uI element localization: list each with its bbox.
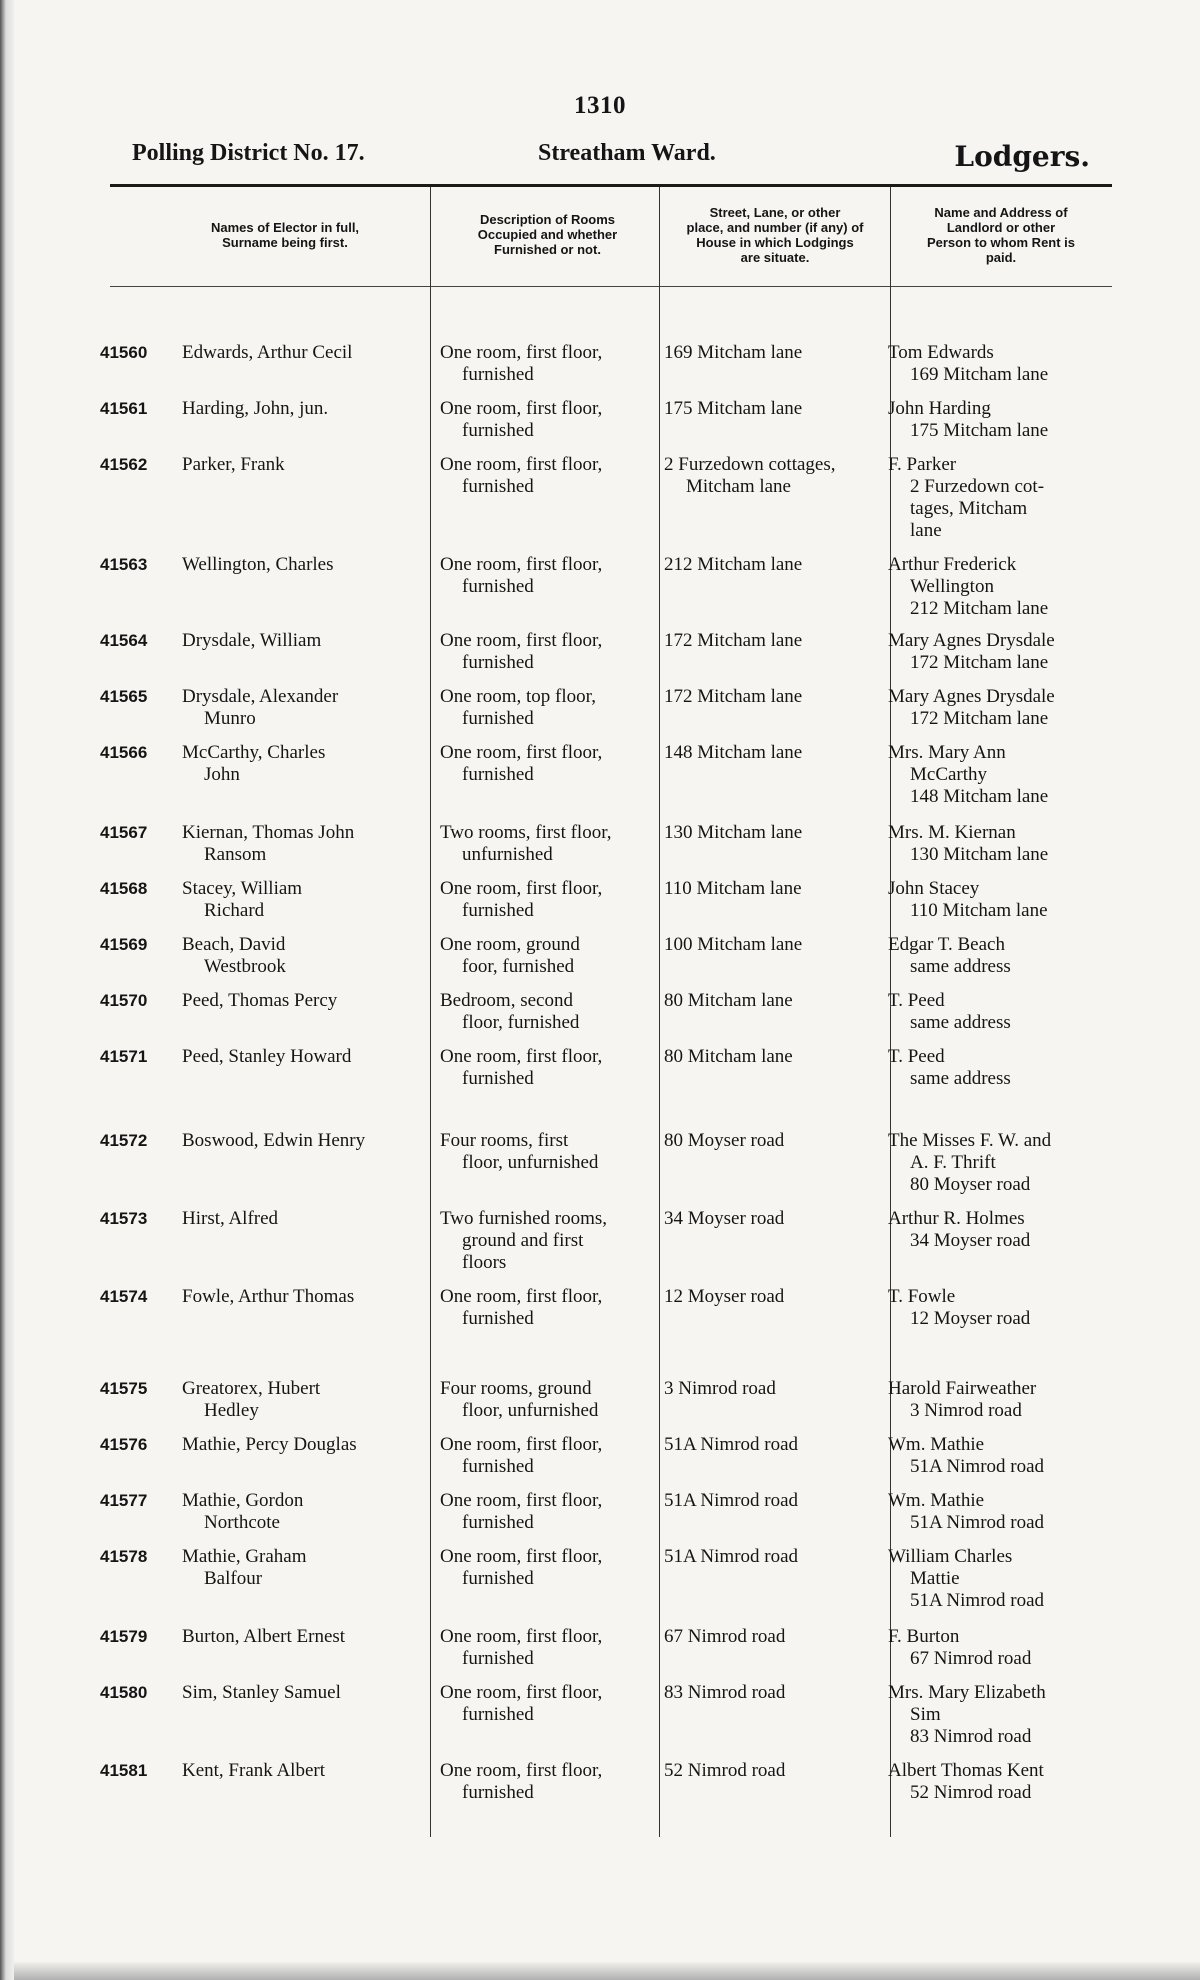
elector-name-line: Mathie, Gordon xyxy=(182,1490,304,1511)
room-description-line: One room, first floor, xyxy=(440,742,603,763)
landlord-details xyxy=(888,630,1113,674)
landlord-details-line: 51A Nimrod road xyxy=(910,1456,1045,1477)
elector-number: 41575 xyxy=(100,1379,148,1398)
column-header-line: Person to whom Rent is xyxy=(926,235,1076,250)
room-description-line: furnished xyxy=(462,1308,534,1329)
column-header-name xyxy=(150,220,420,250)
elector-number: 41562 xyxy=(100,455,148,474)
landlord-details xyxy=(888,1378,1113,1422)
room-description xyxy=(440,454,644,498)
elector-number: 41581 xyxy=(100,1761,148,1780)
elector-name xyxy=(182,1682,432,1704)
room-description-line: Two rooms, first floor, xyxy=(440,822,612,843)
room-description xyxy=(440,1378,644,1422)
landlord-details-line: 148 Mitcham lane xyxy=(910,786,1049,807)
room-description-line: furnished xyxy=(462,1782,534,1803)
room-description xyxy=(440,1682,644,1726)
page-bottom-edge xyxy=(14,1962,1200,1980)
lodging-address-line: 80 Moyser road xyxy=(664,1130,785,1151)
landlord-details xyxy=(888,1760,1113,1804)
elector-name-line: Drysdale, Alexander xyxy=(182,686,339,707)
lodging-address-line: 3 Nimrod road xyxy=(664,1378,776,1399)
column-header-line: House in which Lodgings xyxy=(696,235,854,250)
lodging-address xyxy=(664,1208,884,1230)
landlord-details-line: Harold Fairweather xyxy=(888,1378,1037,1399)
elector-name xyxy=(182,742,432,786)
elector-name xyxy=(182,630,432,652)
landlord-details-line: 67 Nimrod road xyxy=(910,1648,1032,1669)
lodging-address-line: 148 Mitcham lane xyxy=(664,742,803,763)
landlord-details-line: 12 Moyser road xyxy=(910,1308,1031,1329)
elector-name-line: Boswood, Edwin Henry xyxy=(182,1130,366,1151)
lodging-address xyxy=(664,398,884,420)
landlord-details-line: Mrs. Mary Elizabeth xyxy=(888,1682,1046,1703)
room-description-line: One room, first floor, xyxy=(440,342,603,363)
lodging-address xyxy=(664,1378,884,1400)
room-description-line: One room, first floor, xyxy=(440,878,603,899)
landlord-details-line: Mary Agnes Drysdale xyxy=(888,630,1055,651)
lodging-address-line: 110 Mitcham lane xyxy=(664,878,802,899)
room-description-line: furnished xyxy=(462,900,534,921)
landlord-details-line: 130 Mitcham lane xyxy=(910,844,1049,865)
lodging-address-line: 175 Mitcham lane xyxy=(664,398,803,419)
column-header-line: paid. xyxy=(985,250,1017,265)
landlord-details xyxy=(888,878,1113,922)
landlord-details-line: 3 Nimrod road xyxy=(910,1400,1022,1421)
lodging-address xyxy=(664,878,884,900)
column-header-description xyxy=(440,212,655,257)
landlord-details-line: same address xyxy=(910,956,1011,977)
room-description-line: furnished xyxy=(462,764,534,785)
room-description xyxy=(440,1208,644,1274)
landlord-details-line: 52 Nimrod road xyxy=(910,1782,1032,1803)
lodging-address-line: 2 Furzedown cottages, xyxy=(664,454,836,475)
column-header-rule xyxy=(110,286,1112,287)
landlord-details-line: 110 Mitcham lane xyxy=(910,900,1048,921)
room-description-line: Two furnished rooms, xyxy=(440,1208,608,1229)
elector-name-line: Westbrook xyxy=(204,956,286,977)
elector-name-line: Mathie, Graham xyxy=(182,1546,307,1567)
column-header-line: Surname being first. xyxy=(222,235,348,250)
elector-number: 41566 xyxy=(100,743,148,762)
elector-name-line: Kent, Frank Albert xyxy=(182,1760,326,1781)
landlord-details-line: 172 Mitcham lane xyxy=(910,708,1049,729)
elector-name xyxy=(182,1760,432,1782)
landlord-details-line: Sim xyxy=(910,1704,941,1725)
column-header-line: Name and Address of xyxy=(934,205,1068,220)
room-description xyxy=(440,1286,644,1330)
elector-name xyxy=(182,1378,432,1422)
lodging-address xyxy=(664,1546,884,1568)
room-description-line: furnished xyxy=(462,1068,534,1089)
lodging-address xyxy=(664,822,884,844)
lodging-address-line: Mitcham lane xyxy=(686,476,791,497)
lodging-address-line: 80 Mitcham lane xyxy=(664,1046,793,1067)
column-header-line: Landlord or other xyxy=(946,220,1056,235)
elector-number: 41564 xyxy=(100,631,148,650)
landlord-details xyxy=(888,742,1113,808)
room-description-line: One room, first floor, xyxy=(440,1682,603,1703)
room-description-line: One room, ground xyxy=(440,934,580,955)
landlord-details-line: Wellington xyxy=(910,576,994,597)
room-description-line: One room, first floor, xyxy=(440,1490,603,1511)
landlord-details xyxy=(888,822,1113,866)
ward-heading: Streatham Ward. xyxy=(538,140,716,166)
elector-name xyxy=(182,454,432,476)
elector-name-line: Ransom xyxy=(204,844,267,865)
elector-name xyxy=(182,1208,432,1230)
room-description xyxy=(440,934,644,978)
room-description-line: One room, first floor, xyxy=(440,554,603,575)
column-header-street xyxy=(664,205,886,265)
elector-name-line: Munro xyxy=(204,708,256,729)
landlord-details xyxy=(888,1682,1113,1748)
elector-name-line: Stacey, William xyxy=(182,878,303,899)
landlord-details xyxy=(888,454,1113,542)
elector-name xyxy=(182,1546,432,1590)
lodging-address-line: 212 Mitcham lane xyxy=(664,554,803,575)
room-description xyxy=(440,878,644,922)
lodging-address-line: 130 Mitcham lane xyxy=(664,822,803,843)
room-description-line: One room, first floor, xyxy=(440,1626,603,1647)
elector-name-line: Hirst, Alfred xyxy=(182,1208,279,1229)
room-description-line: Four rooms, first xyxy=(440,1130,569,1151)
lodging-address xyxy=(664,742,884,764)
room-description-line: furnished xyxy=(462,708,534,729)
lodging-address-line: 67 Nimrod road xyxy=(664,1626,786,1647)
elector-number: 41573 xyxy=(100,1209,148,1228)
room-description-line: furnished xyxy=(462,1704,534,1725)
landlord-details xyxy=(888,1286,1113,1330)
elector-name xyxy=(182,554,432,576)
room-description-line: One room, first floor, xyxy=(440,1546,603,1567)
room-description-line: One room, first floor, xyxy=(440,1760,603,1781)
room-description-line: furnished xyxy=(462,1456,534,1477)
elector-name-line: Peed, Thomas Percy xyxy=(182,990,338,1011)
landlord-details-line: 175 Mitcham lane xyxy=(910,420,1049,441)
landlord-details-line: F. Burton xyxy=(888,1626,960,1647)
room-description xyxy=(440,398,644,442)
lodging-address xyxy=(664,934,884,956)
room-description xyxy=(440,1760,644,1804)
lodging-address xyxy=(664,342,884,364)
elector-name-line: Kiernan, Thomas John xyxy=(182,822,355,843)
room-description xyxy=(440,554,644,598)
room-description xyxy=(440,1434,644,1478)
lodging-address xyxy=(664,1682,884,1704)
landlord-details-line: same address xyxy=(910,1012,1011,1033)
elector-number: 41580 xyxy=(100,1683,148,1702)
elector-name-line: Mathie, Percy Douglas xyxy=(182,1434,357,1455)
lodging-address-line: 34 Moyser road xyxy=(664,1208,785,1229)
room-description xyxy=(440,742,644,786)
header-rule xyxy=(110,184,1112,187)
lodging-address xyxy=(664,1434,884,1456)
landlord-details-line: McCarthy xyxy=(910,764,988,785)
elector-name xyxy=(182,990,432,1012)
landlord-details xyxy=(888,1046,1113,1090)
elector-name xyxy=(182,398,432,420)
elector-name-line: Greatorex, Hubert xyxy=(182,1378,321,1399)
elector-number: 41563 xyxy=(100,555,148,574)
elector-number: 41567 xyxy=(100,823,148,842)
landlord-details xyxy=(888,1208,1113,1252)
landlord-details xyxy=(888,1626,1113,1670)
room-description-line: furnished xyxy=(462,420,534,441)
landlord-details xyxy=(888,934,1113,978)
landlord-details-line: T. Peed xyxy=(888,990,945,1011)
room-description-line: furnished xyxy=(462,364,534,385)
landlord-details-line: William Charles xyxy=(888,1546,1013,1567)
room-description xyxy=(440,630,644,674)
elector-number: 41574 xyxy=(100,1287,148,1306)
page-binding-edge xyxy=(0,0,14,1980)
column-header-landlord xyxy=(894,205,1108,265)
landlord-details-line: 83 Nimrod road xyxy=(910,1726,1032,1747)
lodging-address xyxy=(664,990,884,1012)
lodging-address-line: 172 Mitcham lane xyxy=(664,686,803,707)
lodging-address xyxy=(664,1046,884,1068)
polling-district-heading: Polling District No. 17. xyxy=(132,140,365,166)
lodging-address-line: 169 Mitcham lane xyxy=(664,342,803,363)
elector-name-line: Wellington, Charles xyxy=(182,554,334,575)
elector-name-line: Parker, Frank xyxy=(182,454,285,475)
landlord-details-line: John Stacey xyxy=(888,878,980,899)
landlord-details-line: T. Peed xyxy=(888,1046,945,1067)
elector-name-line: Burton, Albert Ernest xyxy=(182,1626,346,1647)
landlord-details xyxy=(888,554,1113,620)
elector-number: 41572 xyxy=(100,1131,148,1150)
lodging-address xyxy=(664,1130,884,1152)
elector-number: 41569 xyxy=(100,935,148,954)
lodging-address xyxy=(664,554,884,576)
landlord-details-line: 34 Moyser road xyxy=(910,1230,1031,1251)
elector-name xyxy=(182,1286,432,1308)
lodging-address xyxy=(664,1760,884,1782)
lodging-address xyxy=(664,1490,884,1512)
room-description-line: floor, unfurnished xyxy=(462,1152,599,1173)
landlord-details-line: Wm. Mathie xyxy=(888,1490,985,1511)
landlord-details-line: The Misses F. W. and xyxy=(888,1130,1052,1151)
elector-name-line: Northcote xyxy=(204,1512,280,1533)
room-description-line: One room, first floor, xyxy=(440,398,603,419)
landlord-details-line: Tom Edwards xyxy=(888,342,994,363)
landlord-details-line: lane xyxy=(910,520,942,541)
elector-number: 41565 xyxy=(100,687,148,706)
room-description-line: One room, first floor, xyxy=(440,630,603,651)
room-description xyxy=(440,686,644,730)
room-description xyxy=(440,1046,644,1090)
lodging-address-line: 51A Nimrod road xyxy=(664,1490,799,1511)
landlord-details-line: Mrs. Mary Ann xyxy=(888,742,1006,763)
column-header-line: Occupied and whether xyxy=(477,227,618,242)
landlord-details-line: 51A Nimrod road xyxy=(910,1590,1045,1611)
column-header-line: are situate. xyxy=(740,250,810,265)
elector-name xyxy=(182,1626,432,1648)
elector-number: 41560 xyxy=(100,343,148,362)
landlord-details-line: Arthur Frederick xyxy=(888,554,1017,575)
room-description-line: furnished xyxy=(462,652,534,673)
room-description-line: floor, furnished xyxy=(462,1012,580,1033)
column-divider xyxy=(659,187,660,1837)
landlord-details xyxy=(888,1490,1113,1534)
room-description-line: One room, first floor, xyxy=(440,1434,603,1455)
elector-number: 41561 xyxy=(100,399,148,418)
elector-name xyxy=(182,878,432,922)
landlord-details-line: 172 Mitcham lane xyxy=(910,652,1049,673)
column-header-line: Description of Rooms xyxy=(479,212,616,227)
elector-name xyxy=(182,342,432,364)
lodging-address-line: 80 Mitcham lane xyxy=(664,990,793,1011)
room-description-line: One room, first floor, xyxy=(440,454,603,475)
landlord-details-line: 212 Mitcham lane xyxy=(910,598,1049,619)
room-description-line: ground and first xyxy=(462,1230,584,1251)
room-description xyxy=(440,822,644,866)
column-header-line: Furnished or not. xyxy=(494,242,601,257)
landlord-details-line: Albert Thomas Kent xyxy=(888,1760,1044,1781)
room-description xyxy=(440,1626,644,1670)
landlord-details xyxy=(888,1546,1113,1612)
room-description-line: floor, unfurnished xyxy=(462,1400,599,1421)
landlord-details-line: Arthur R. Holmes xyxy=(888,1208,1025,1229)
room-description xyxy=(440,1546,644,1590)
elector-name xyxy=(182,934,432,978)
elector-name-line: Beach, David xyxy=(182,934,286,955)
elector-number: 41576 xyxy=(100,1435,148,1454)
landlord-details-line: Mattie xyxy=(910,1568,960,1589)
landlord-details-line: 169 Mitcham lane xyxy=(910,364,1049,385)
elector-name xyxy=(182,1130,432,1152)
lodging-address xyxy=(664,454,884,498)
elector-name-line: Sim, Stanley Samuel xyxy=(182,1682,341,1703)
lodging-address-line: 12 Moyser road xyxy=(664,1286,785,1307)
room-description xyxy=(440,342,644,386)
elector-name xyxy=(182,1434,432,1456)
elector-name xyxy=(182,1490,432,1534)
elector-name xyxy=(182,822,432,866)
lodging-address-line: 51A Nimrod road xyxy=(664,1434,799,1455)
lodging-address-line: 52 Nimrod road xyxy=(664,1760,786,1781)
elector-name-line: Peed, Stanley Howard xyxy=(182,1046,352,1067)
landlord-details-line: Edgar T. Beach xyxy=(888,934,1005,955)
room-description xyxy=(440,990,644,1034)
landlord-details-line: F. Parker xyxy=(888,454,957,475)
landlord-details-line: A. F. Thrift xyxy=(910,1152,996,1173)
landlord-details-line: 80 Moyser road xyxy=(910,1174,1031,1195)
elector-number: 41568 xyxy=(100,879,148,898)
lodging-address-line: 51A Nimrod road xyxy=(664,1546,799,1567)
room-description-line: floors xyxy=(462,1252,507,1273)
lodging-address xyxy=(664,1626,884,1648)
landlord-details xyxy=(888,990,1113,1034)
lodging-address-line: 83 Nimrod road xyxy=(664,1682,786,1703)
elector-name-line: Hedley xyxy=(204,1400,259,1421)
room-description-line: unfurnished xyxy=(462,844,553,865)
elector-name xyxy=(182,1046,432,1068)
landlord-details-line: John Harding xyxy=(888,398,991,419)
elector-number: 41578 xyxy=(100,1547,148,1566)
room-description-line: furnished xyxy=(462,576,534,597)
landlord-details-line: tages, Mitcham xyxy=(910,498,1028,519)
column-header-line: Street, Lane, or other xyxy=(709,205,841,220)
room-description-line: furnished xyxy=(462,476,534,497)
landlord-details-line: Mrs. M. Kiernan xyxy=(888,822,1016,843)
landlord-details xyxy=(888,1434,1113,1478)
elector-number: 41577 xyxy=(100,1491,148,1510)
landlord-details-line: Wm. Mathie xyxy=(888,1434,985,1455)
column-header-line: Names of Elector in full, xyxy=(210,220,360,235)
elector-name-line: Edwards, Arthur Cecil xyxy=(182,342,353,363)
lodging-address xyxy=(664,630,884,652)
lodging-address xyxy=(664,686,884,708)
landlord-details xyxy=(888,398,1113,442)
elector-name-line: Balfour xyxy=(204,1568,263,1589)
room-description-line: furnished xyxy=(462,1568,534,1589)
room-description-line: Bedroom, second xyxy=(440,990,573,1011)
landlord-details-line: 2 Furzedown cot- xyxy=(910,476,1045,497)
elector-number: 41570 xyxy=(100,991,148,1010)
landlord-details xyxy=(888,686,1113,730)
landlord-details xyxy=(888,342,1113,386)
room-description xyxy=(440,1130,644,1174)
elector-name-line: Drysdale, William xyxy=(182,630,322,651)
elector-name-line: Fowle, Arthur Thomas xyxy=(182,1286,355,1307)
lodging-address-line: 172 Mitcham lane xyxy=(664,630,803,651)
elector-name-line: Harding, John, jun. xyxy=(182,398,329,419)
section-heading: Lodgers. xyxy=(954,140,1090,173)
page-number: 1310 xyxy=(574,92,626,119)
room-description-line: One room, first floor, xyxy=(440,1286,603,1307)
lodging-address xyxy=(664,1286,884,1308)
room-description-line: furnished xyxy=(462,1512,534,1533)
room-description xyxy=(440,1490,644,1534)
landlord-details-line: T. Fowle xyxy=(888,1286,956,1307)
elector-name-line: Richard xyxy=(204,900,265,921)
landlord-details-line: same address xyxy=(910,1068,1011,1089)
landlord-details-line: Mary Agnes Drysdale xyxy=(888,686,1055,707)
room-description-line: One room, first floor, xyxy=(440,1046,603,1067)
room-description-line: One room, top floor, xyxy=(440,686,596,707)
room-description-line: furnished xyxy=(462,1648,534,1669)
landlord-details-line: 51A Nimrod road xyxy=(910,1512,1045,1533)
elector-number: 41571 xyxy=(100,1047,148,1066)
lodging-address-line: 100 Mitcham lane xyxy=(664,934,803,955)
elector-name xyxy=(182,686,432,730)
room-description-line: Four rooms, ground xyxy=(440,1378,592,1399)
column-header-line: place, and number (if any) of xyxy=(686,220,864,235)
room-description-line: foor, furnished xyxy=(462,956,575,977)
elector-name-line: John xyxy=(204,764,240,785)
elector-name-line: McCarthy, Charles xyxy=(182,742,326,763)
elector-number: 41579 xyxy=(100,1627,148,1646)
landlord-details xyxy=(888,1130,1113,1196)
